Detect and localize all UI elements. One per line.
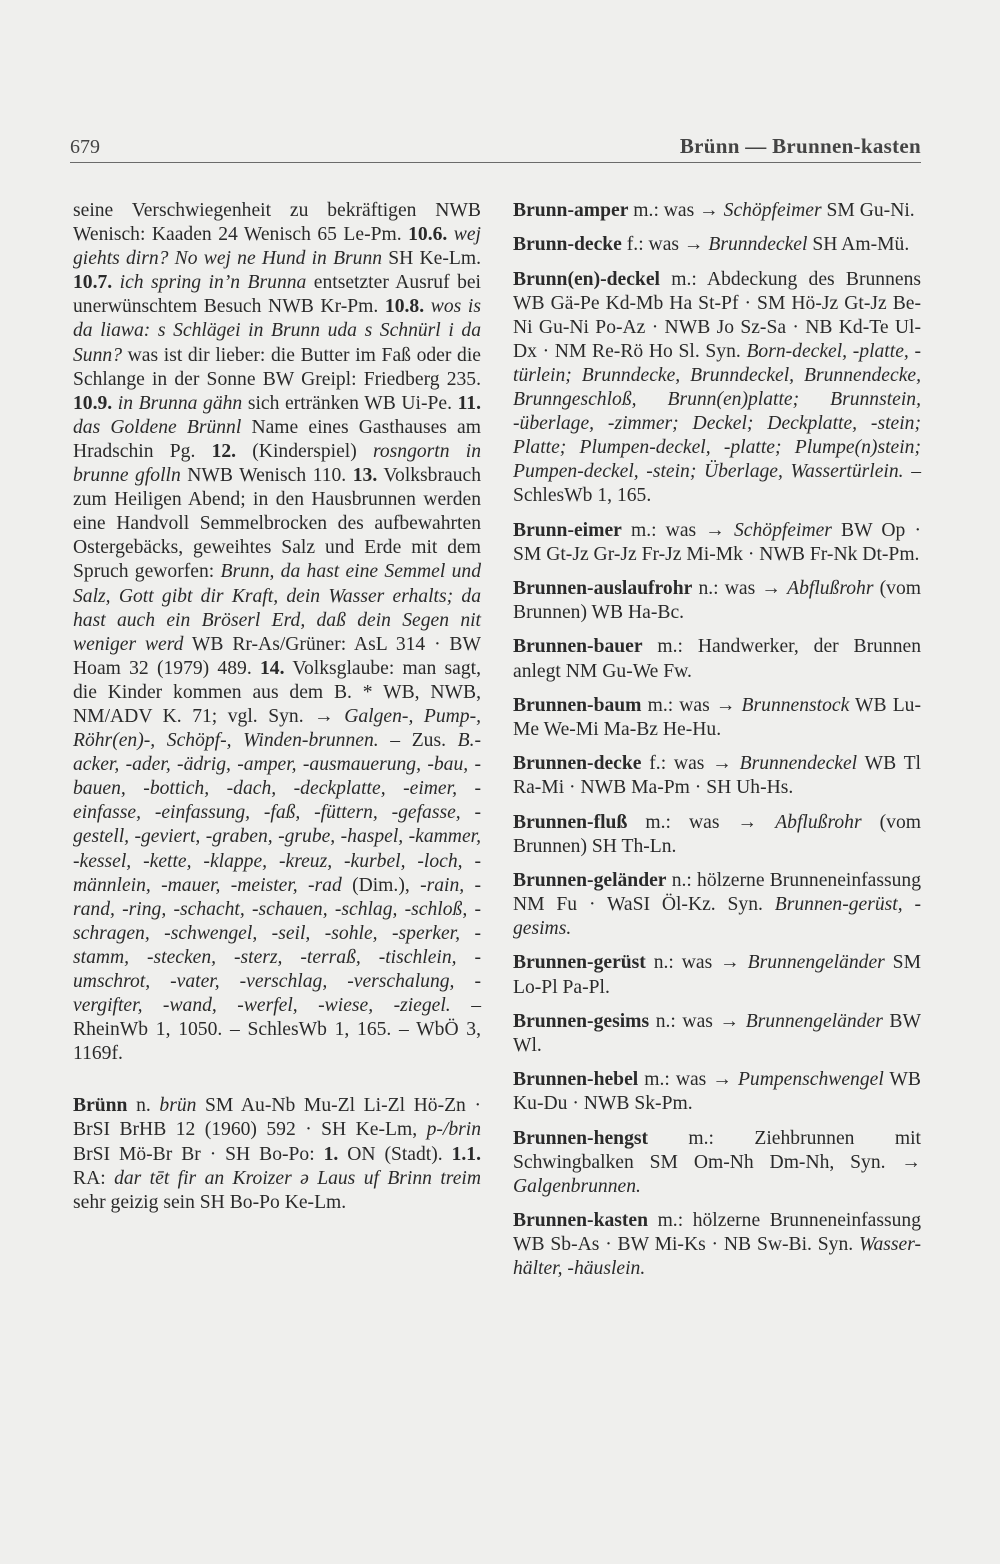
entry-headword: Brunnen-bauer <box>513 636 643 658</box>
entry-body: m.: was → Pumpenschwengel WB Ku-Du · NWB Sk-Pm. <box>513 1069 921 1115</box>
dictionary-entry <box>513 694 921 742</box>
entry-continuation: seine Verschwiegenheit zu bekräftigen NWB Wenisch: Kaaden 24 Wenisch 65 Le-Pm. 10.6. wej giehts dirn? No wej ne Hund in Brunn SH Ke-Lm. 10.7. ich spring in’n Brunna entsetzter Ausruf bei unerwünschtem Besuch NWB Kr-Pm. 10.8. wos is da liawa: s Schlägei in Brunn uda s Schnürl i da Sunn? was ist dir lieber: die Butter im Faß oder die Schlange in der Sonne BW Greipl: Friedberg 235. 10.9. in Brunna gähn sich ertränken WB Ui-Pe. 11. das Goldene Brünnl Name eines Gasthauses am Hradschin Pg. 12. (Kinderspiel) rosngortn in brunne gfolln NWB Wenisch 110. 13. Volksbrauch zum Heiligen Abend; in den Hausbrunnen werden eine Handvoll Semmelbrocken des aufbewahrten Ostergebäcks, geweihtes Salz und Erde mit dem Spruch geworfen: Brunn, da hast eine Semmel und Salz, Gott gibt dir Kraft, dein Wasser erhalts; da hast auch ein Bröserl Erd, daß dein Segen nit weniger werd WB Rr-As/Grüner: AsL 314 · BW Hoam 32 (1979) 489. 14. Volksglaube: man sagt, die Kinder kommen aus dem B. * WB, NWB, NM/ADV K. 71; vgl. Syn. → Galgen-, Pump-, Röhr(en)-, Schöpf-, Winden-brunnen. – Zus. B.-acker, -ader, -ädrig, -amper, -ausmauerung, -bau, -bauen, -bottich, -dach, -deckplatte, -eimer, -einfasse, -einfassung, -faß, -füttern, -gefasse, -gestell, -geviert, -graben, -grube, -haspel, -kammer, -kessel, -kette, -klappe, -kreuz, -kurbel, -loch, -männlein, -mauer, -meister, -rad (Dim.), -rain, -rand, -ring, -schacht, -schauen, -schlag, -schloß, -schragen, -schwengel, -seil, -sohle, -sperker, -stamm, -stecken, -sterz, -terraß, -tischlein, -umschrot, -vater, -verschlag, -verschalung, -vergifter, -wand, -werfel, -wiese, -ziegel. – RheinWb 1, 1050. – SchlesWb 1, 165. – WbÖ 3, 1169f. <box>73 200 482 1065</box>
entry-body: f.: was → Brunnendeckel WB Tl Ra-Mi · NWB Ma-Pm · SH Uh-Hs. <box>513 753 921 799</box>
page-header <box>70 132 921 163</box>
entry-bruenn: Brünn n. brün SM Au-Nb Mu-Zl Li-Zl Hö-Zn · BrSI BrHB 12 (1960) 592 · SH Ke-Lm, p-/brin BrSI Mö-Br Br · SH Bo-Po: 1. ON (Stadt). 1.1. RA: dar tēt fir an Kroizer ə Laus uf Brinn treim sehr geizig sein SH Bo-Po Ke-Lm. <box>73 1095 482 1213</box>
left-column <box>73 199 481 1225</box>
right-column <box>513 199 921 1291</box>
entry-headword: Brunnen-geländer <box>513 869 667 891</box>
entry-headword: Brunnen-fluß <box>513 811 628 833</box>
entry-body: n.: was → Brunnengeländer BW Wl. <box>513 1010 921 1056</box>
running-head: Brünn — Brunnen-kasten <box>679 134 921 158</box>
entry-headword: Brunnen-decke <box>513 753 642 775</box>
dictionary-entry <box>513 752 921 800</box>
dictionary-entry <box>513 519 921 567</box>
entry-body: f.: was → Brunndeckel SH Am-Mü. <box>621 234 910 256</box>
dictionary-entry <box>513 635 921 683</box>
entry-headword: Brunn(en)-deckel <box>513 268 660 290</box>
entry-body: n.: was → Brunnengeländer SM Lo-Pl Pa-Pl. <box>513 952 921 998</box>
entry-headword: Brunnen-hengst <box>513 1127 649 1149</box>
dictionary-entry <box>513 951 921 999</box>
entry-body: m.: Abdeckung des Brunnens WB Gä-Pe Kd-Mb Ha St-Pf · SM Hö-Jz Gt-Jz Be-Ni Gu-Ni Po-Az · NWB Jo Sz-Sa · NB Kd-Te Ul-Dx · NM Re-Rö Ho Sl. Syn. Born-deckel, -platte, -türlein; Brunndecke, Brunndeckel, Brunnendecke, Brunngeschloß, Brunn(en)platte; Brunnstein, -überlage, -zimmer; Deckel; Deckplatte, -stein; Platte; Plumpen-deckel, -platte; Plumpe(n)stein; Pumpen-deckel, -stein; Überlage, Wassertürlein. – SchlesWb 1, 165. <box>513 268 921 507</box>
entry-headword: Brunn-amper <box>513 200 629 221</box>
entry-headword: Brunn-eimer <box>513 519 622 541</box>
entry-headword: Brunnen-gesims <box>513 1010 650 1032</box>
dictionary-entry <box>513 577 921 625</box>
dictionary-entry <box>513 869 921 941</box>
dictionary-entry <box>513 233 921 257</box>
entry-body: m.: was → Abflußrohr (vom Brunnen) SH Th-Ln. <box>513 811 921 857</box>
entry-body: n.: hölzerne Brunneneinfassung NM Fu · WaSI Öl-Kz. Syn. Brunnen-gerüst, -gesims. <box>513 869 921 940</box>
dictionary-entry <box>513 1127 921 1199</box>
entry-body: n.: was → Abflußrohr (vom Brunnen) WB Ha-Bc. <box>513 578 921 624</box>
entry-body: m.: was → Schöpfeimer BW Op · SM Gt-Jz Gr-Jz Fr-Jz Mi-Mk · NWB Fr-Nk Dt-Pm. <box>513 519 921 565</box>
page-number: 679 <box>70 136 100 158</box>
entry-body: m.: hölzerne Brunneneinfassung WB Sb-As · BW Mi-Ks · NB Sw-Bi. Syn. Wasser-hälter, -häuslein. <box>513 1210 921 1280</box>
entry-headword: Brunnen-gerüst <box>513 952 646 974</box>
dictionary-entry <box>513 268 921 509</box>
entry-body: m.: was → Schöpfeimer SM Gu-Ni. <box>628 200 915 221</box>
entry-headword: Brunnen-kasten <box>513 1210 649 1231</box>
entry-headword: Brunnen-auslaufrohr <box>513 578 693 600</box>
entry-headword: Brunn-decke <box>513 234 622 256</box>
entry-body: m.: Ziehbrunnen mit Schwingbalken SM Om-Nh Dm-Nh, Syn. → Galgenbrunnen. <box>513 1127 921 1197</box>
dictionary-entry <box>513 1209 921 1281</box>
dictionary-entry <box>513 1068 921 1116</box>
dictionary-entry <box>513 811 921 859</box>
entry-body: m.: Handwerker, der Brunnen anlegt NM Gu-We Fw. <box>513 636 921 682</box>
entry-body: m.: was → Brunnenstock WB Lu-Me We-Mi Ma-Bz He-Hu. <box>513 694 921 740</box>
entry-headword: Brunnen-baum <box>513 694 642 716</box>
dictionary-entry <box>513 1010 921 1058</box>
dictionary-entry <box>513 199 921 223</box>
entry-headword: Brunnen-hebel <box>513 1069 639 1091</box>
